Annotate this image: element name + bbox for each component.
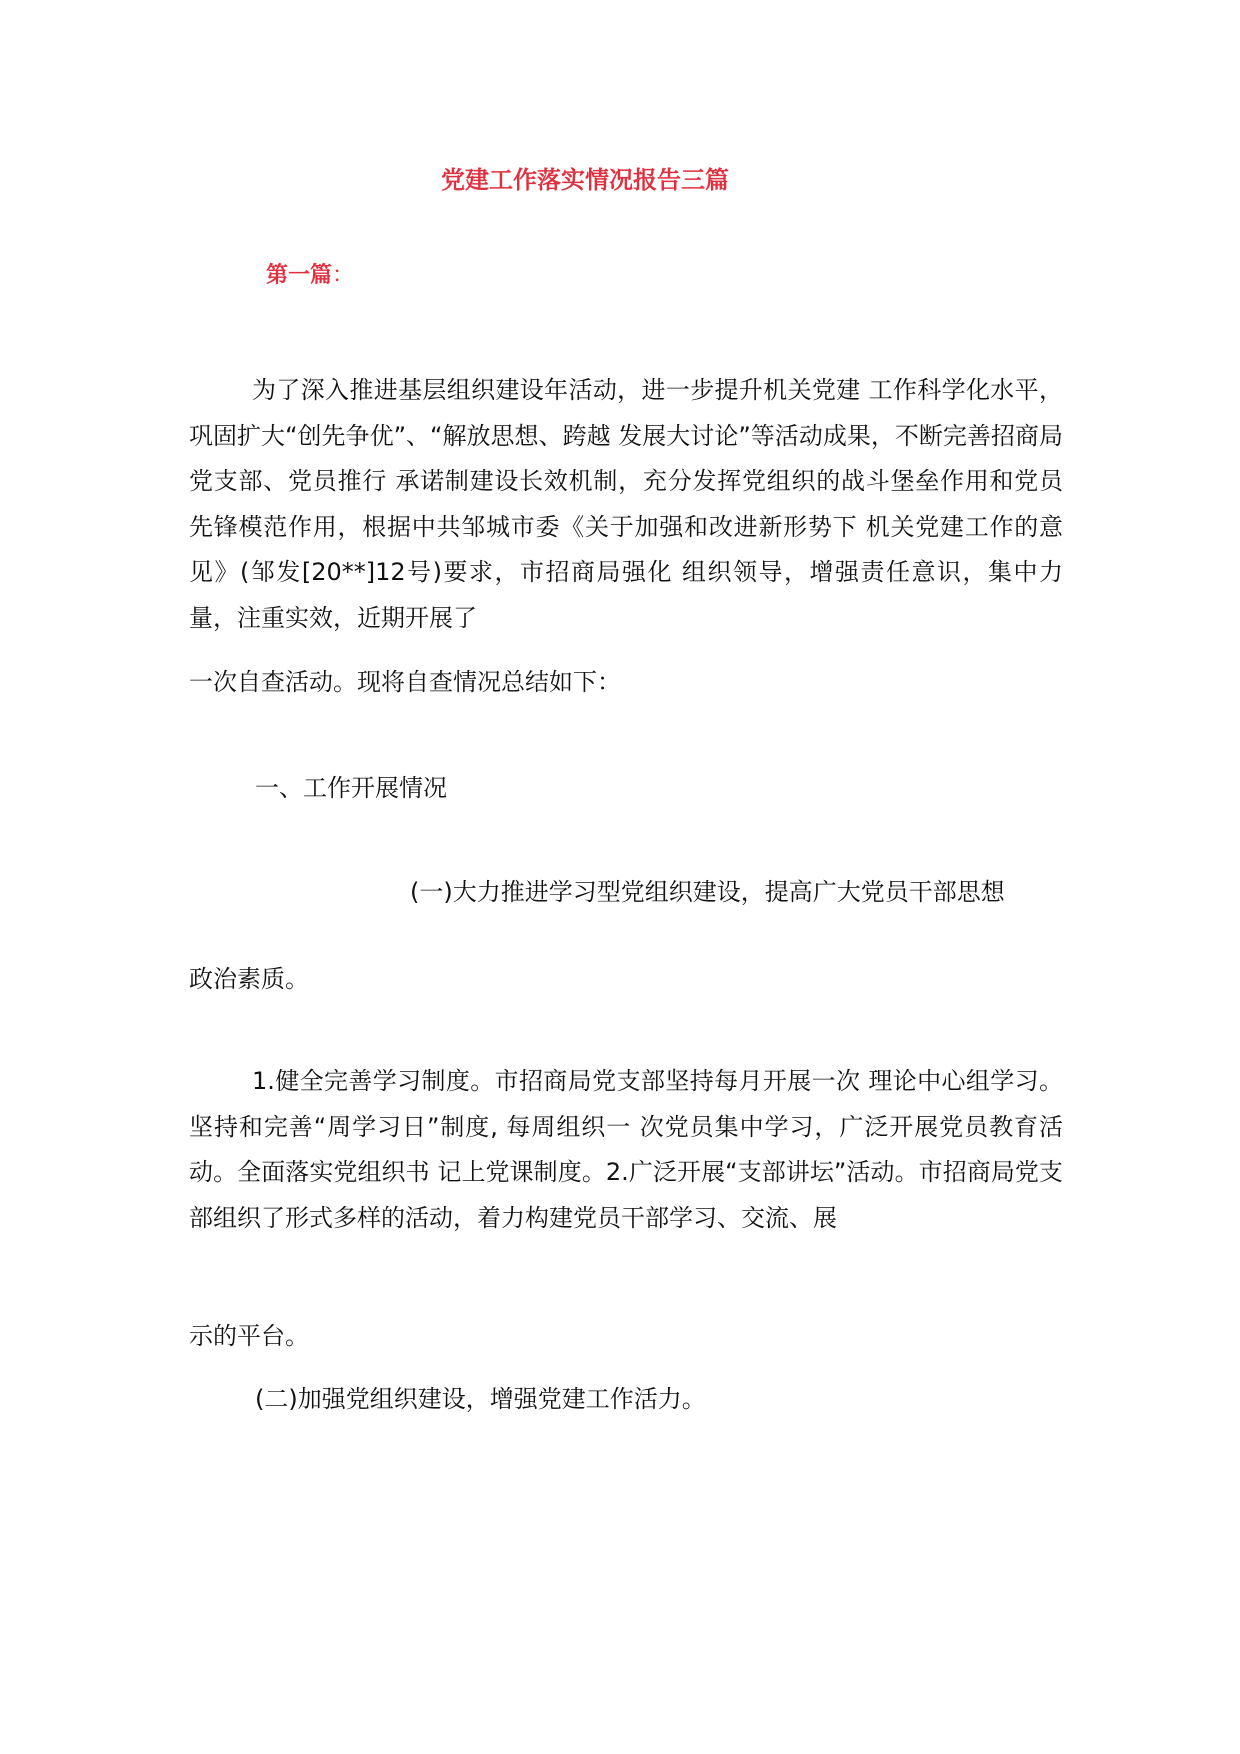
subheading-two: (二)加强党组织建设，增强党建工作活力。 bbox=[255, 1385, 706, 1413]
subheading-one: (一)大力推进学习型党组织建设，提高广大党员干部思想 bbox=[410, 878, 1005, 906]
document-title: 党建工作落实情况报告三篇 bbox=[441, 166, 729, 194]
heading-one: 一、工作开展情况 bbox=[255, 774, 447, 802]
subheading-one-tail: 政治素质。 bbox=[189, 965, 309, 993]
study-paragraph: 1.健全完善学习制度。市招商局党支部坚持每月开展一次 理论中心组学习。坚持和完善“周学习日”制度, 每周组织一 次党员集中学习，广泛开展党员教育活动。全面落实党组织书 记上党课制度。2.广泛开展“支部讲坛”活动。市招商局党支 部组织了形式多样的活动，着力构建党员干部学习、交流、展 bbox=[189, 1067, 1063, 1232]
section-label-text: 第一篇 bbox=[266, 263, 333, 288]
section-label bbox=[266, 258, 354, 289]
intro-paragraph: 为了深入推进基层组织建设年活动，进一步提升机关党建 工作科学化水平，巩固扩大“创先争优”、“解放思想、跨越 发展大讨论”等活动成果，不断完善招商局党支部、党员推行 承诺制建设长效机制，充分发挥党组织的战斗堡垒作用和党员 先锋模范作用，根据中共邹城市委《关于加强和改进新形势下 机关党建工作的意见》(邹发[20**]12号)要求，市招商局强化 组织领导，增强责任意识，集中力量，注重实效，近期开展了 bbox=[189, 376, 1063, 632]
study-paragraph-tail: 示的平台。 bbox=[189, 1322, 309, 1350]
intro-paragraph-tail: 一次自查活动。现将自查情况总结如下： bbox=[189, 668, 621, 696]
section-label-colon: ： bbox=[332, 263, 355, 288]
